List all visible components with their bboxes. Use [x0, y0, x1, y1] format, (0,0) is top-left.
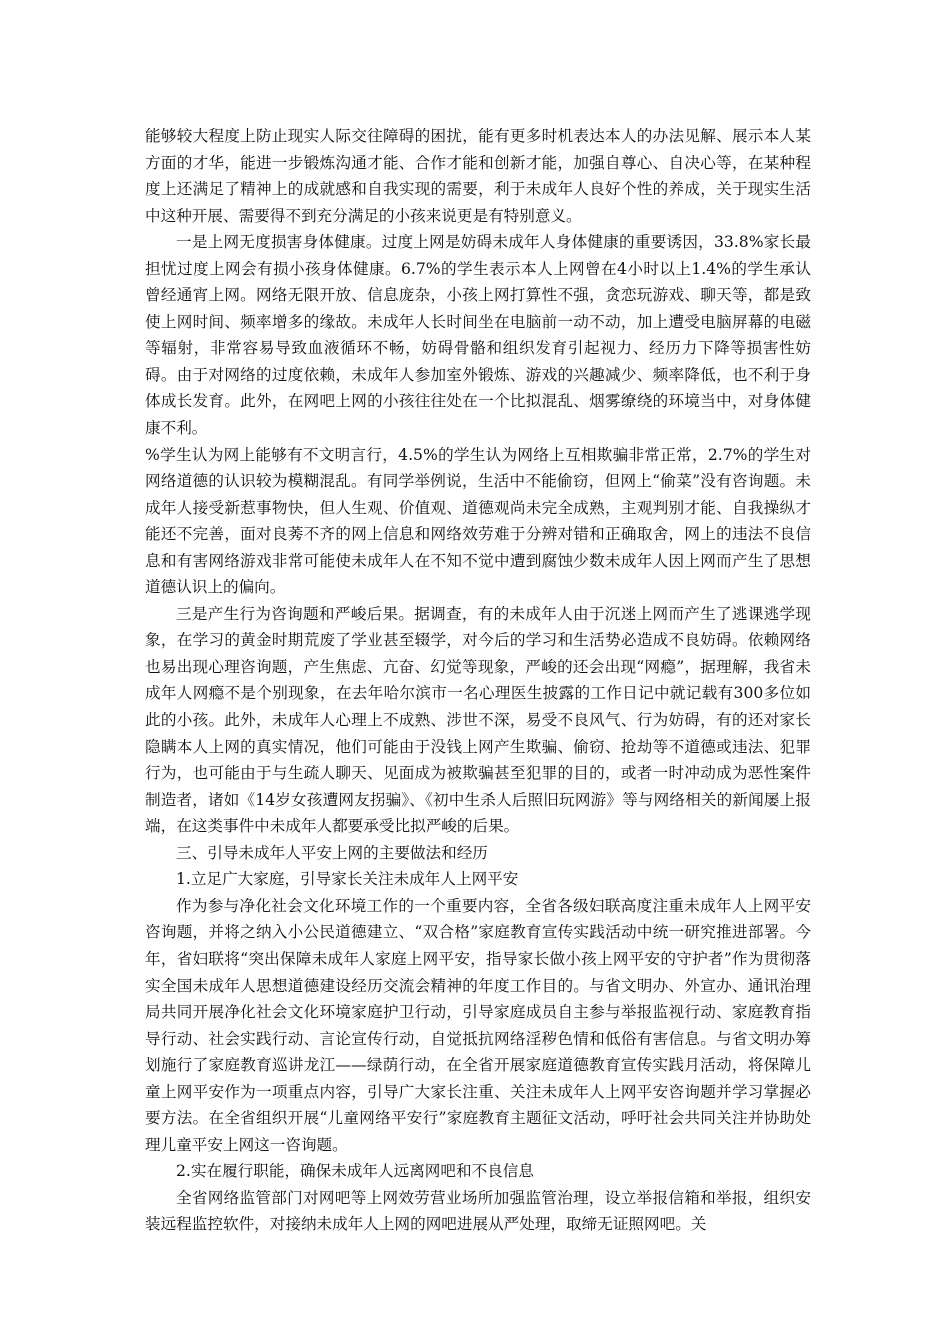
paragraph-family-guidance: 作为参与净化社会文化环境工作的一个重要内容，全省各级妇联高度注重未成年人上网平安咨询题，并将之纳入小公民道德建立、“双合格”家庭教育宣传实践活动中统一研究推进部署。今年，省妇联将“突出保障未成年人家庭上网平安，指导家长做小孩上网平安的守护者”作为贯彻落实全国未成年人思想道德建设经历交流会精神的年度工作目的。与省文明办、外宣办、通讯治理局共同开展净化社会文化环境家庭护卫行动，引导家庭成员自主参与举报监视行动、家庭教育指导行动、社会实践行动、言论宣传行动，自觉抵抗网络淫秽色情和低俗有害信息。与省文明办筹划施行了家庭教育巡讲龙江——绿荫行动，在全省开展家庭道德教育宣传实践月活动，将保障儿童上网平安作为一项重点内容，引导广大家长注重、关注未成年人上网平安咨询题并学习掌握必要方法。在全省组织开展“儿童网络平安行”家庭教育主题征文活动，呼吁社会共同关注并协助处理儿童平安上网这一咨询题。 [145, 896, 811, 1154]
document-body [145, 123, 811, 1238]
section-heading-practices: 三、引导未成年人平安上网的主要做法和经历 [176, 843, 488, 862]
paragraph-intro-continuation: 能够较大程度上防止现实人际交往障碍的困扰，能有更多时机表达本人的办法见解、展示本人某方面的才华，能进一步锻炼沟通才能、合作才能和创新才能，加强自尊心、自决心等，在某种程度上还满足了精神上的成就感和自我实现的需要，利于未成年人良好个性的养成，关于现实生活中这种开展、需要得不到充分满足的小孩来说更是有特别意义。 [145, 127, 811, 225]
paragraph-health-impact: 一是上网无度损害身体健康。过度上网是妨碍未成年人身体健康的重要诱因，33.8%家长最担忧过度上网会有损小孩身体健康。6.7%的学生表示本人上网曾在4小时以上1.4%的学生承认曾经通宵上网。网络无限开放、信息庞杂，小孩上网打算性不强，贪恋玩游戏、聊天等，都是致使上网时间、频率增多的缘故。未成年人长时间坐在电脑前一动不动，加上遭受电脑屏幕的电磁等辐射，非常容易导致血液循环不畅，妨碍骨骼和组织发育引起视力、经历力下降等损害性妨碍。由于对网络的过度依赖，未成年人参加室外锻炼、游戏的兴趣减少、频率降低，也不利于身体成长发育。此外，在网吧上网的小孩往往处在一个比拟混乱、烟雾缭绕的环境当中，对身体健康不利。 [145, 233, 811, 438]
paragraph-moral-impact: %学生认为网上能够有不文明言行，4.5%的学生认为网络上互相欺骗非常正常，2.7%的学生对网络道德的认识较为模糊混乱。有同学举例说，生活中不能偷窃，但网上“偷菜”没有咨询题。未成年人接受新惹事物快，但人生观、价值观、道德观尚未完全成熟，主观判别才能、自我操纵才能还不完善，面对良莠不齐的网上信息和网络效劳难于分辨对错和正确取舍，网上的违法不良信息和有害网络游戏非常可能使未成年人在不知不觉中遭到腐蚀少数未成年人因上网而产生了思想道德认识上的偏向。 [145, 445, 811, 597]
paragraph-behavior-impact: 三是产生行为咨询题和严峻后果。据调查，有的未成年人由于沉迷上网而产生了逃课逃学现象，在学习的黄金时期荒废了学业甚至辍学，对今后的学习和生活势必造成不良妨碍。依赖网络也易出现心理咨询题，产生焦虑、亢奋、幻觉等现象，严峻的还会出现“网瘾”，据理解，我省未成年人网瘾不是个别现象，在去年哈尔滨市一名心理医生披露的工作日记中就记载有300多位如此的小孩。此外，未成年人心理上不成熟、涉世不深，易受不良风气、行为妨碍，有的还对家长隐瞒本人上网的真实情况，他们可能由于没钱上网产生欺骗、偷窃、抢劫等不道德或违法、犯罪行为，也可能由于与生疏人聊天、见面成为被欺骗甚至犯罪的目的，或者一时冲动成为恶性案件制造者，诸如《14岁女孩遭网友拐骗》、《初中生杀人后照旧玩网游》等与网络相关的新闻屡上报端，在这类事件中未成年人都要承受比拟严峻的后果。 [145, 604, 811, 836]
subheading-families: 1.立足广大家庭，引导家长关注未成年人上网平安 [176, 870, 519, 889]
paragraph-supervision: 全省网络监管部门对网吧等上网效劳营业场所加强监管治理，设立举报信箱和举报，组织安装远程监控软件，对接纳未成年人上网的网吧进展从严处理，取缔无证照网吧。关 [145, 1188, 811, 1234]
subheading-duties: 2.实在履行职能，确保未成年人远离网吧和不良信息 [176, 1162, 534, 1181]
